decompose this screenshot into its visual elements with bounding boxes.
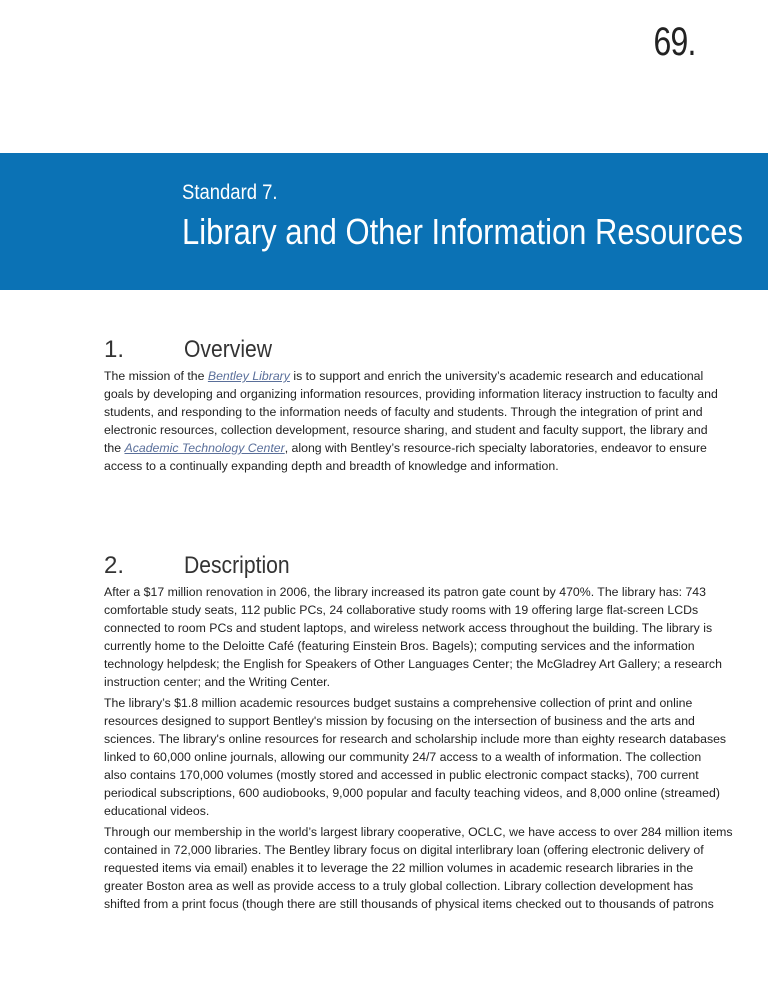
text-line: comfortable study seats, 112 public PCs, 24 collaborative study rooms with 19 offering large flat-screen LCDs	[104, 603, 699, 617]
text-line: The library’s $1.8 million academic resources budget sustains a comprehensive collection of print and online	[104, 696, 693, 710]
text-line: currently home to the Deloitte Café (featuring Einstein Bros. Bagels); computing services and the information	[104, 639, 695, 653]
text-line: greater Boston area as well as provide access to a truly global collection. Library collection development has	[104, 879, 694, 893]
text-line: Through our membership in the world’s largest library cooperative, OCLC, we have access to over 284 million items	[104, 825, 733, 839]
section-number: 2.	[104, 552, 125, 579]
section-title: Description	[184, 552, 290, 579]
text-line: technology helpdesk; the English for Speakers of Other Languages Center; the McGladrey Art Gallery; a research	[104, 657, 722, 671]
text-line: educational videos.	[104, 804, 210, 818]
text: , along with Bentley’s resource-rich specialty laboratories, endeavor to ensure	[284, 441, 707, 455]
chapter-title: Library and Other Information Resources	[182, 211, 743, 252]
text-line: sciences. The library's online resources for research and scholarship include more than eighty research databases	[104, 732, 727, 746]
text-line: linked to 60,000 online journals, allowing our community 24/7 access to a wealth of information. The collection	[104, 750, 702, 764]
text-line: requested items via email) enables it to leverage the 22 million volumes in academic research libraries in the	[104, 861, 694, 875]
text: goals by developing and organizing information resources, providing information literacy instruction to faculty and	[104, 387, 718, 401]
academic-technology-center-link[interactable]: Academic Technology Center	[124, 441, 285, 455]
text-line: periodical subscriptions, 600 audiobooks, 9,000 popular and faculty teaching videos, and 8,000 online (streamed)	[104, 786, 720, 800]
section-title: Overview	[184, 336, 273, 363]
section-number: 1.	[104, 336, 125, 363]
description-paragraph-1	[104, 583, 722, 691]
bentley-library-link[interactable]: Bentley Library	[207, 369, 290, 383]
standard-label: Standard 7.	[182, 181, 278, 204]
description-paragraph-3	[104, 823, 733, 913]
text: students, and responding to the information needs of faculty and students. Through the integration of print and	[104, 405, 703, 419]
overview-paragraph	[104, 367, 718, 475]
text-line: After a $17 million renovation in 2006, the library increased its patron gate count by 470%. The library has: 743	[104, 585, 706, 599]
section-heading-description	[104, 552, 304, 580]
text: The mission of the	[104, 369, 208, 383]
text: electronic resources, collection development, resource sharing, and student and faculty support, the library and	[104, 423, 708, 437]
page-number: 69.	[653, 20, 696, 64]
text-line: instruction center; and the Writing Center.	[104, 675, 331, 689]
description-paragraph-2	[104, 694, 726, 820]
text: the	[104, 441, 125, 455]
chapter-banner	[0, 153, 768, 290]
text-line: also contains 170,000 volumes (mostly stored and accessed in public electronic compact stacks), 700 current	[104, 768, 699, 782]
text: access to a continually expanding depth and breadth of knowledge and information.	[104, 459, 559, 473]
section-heading-overview	[104, 336, 284, 364]
text-line: shifted from a print focus (though there are still thousands of physical items checked out to thousands of patrons	[104, 897, 714, 911]
text-line: connected to room PCs and student laptops, and wireless network access throughout the building. The library is	[104, 621, 713, 635]
text: is to support and enrich the university’s academic research and educational	[289, 369, 704, 383]
text-line: resources designed to support Bentley's mission by focusing on the intersection of business and the arts and	[104, 714, 695, 728]
text-line: contained in 72,000 libraries. The Bentley library focus on digital interlibrary loan (offering electronic delivery of	[104, 843, 704, 857]
